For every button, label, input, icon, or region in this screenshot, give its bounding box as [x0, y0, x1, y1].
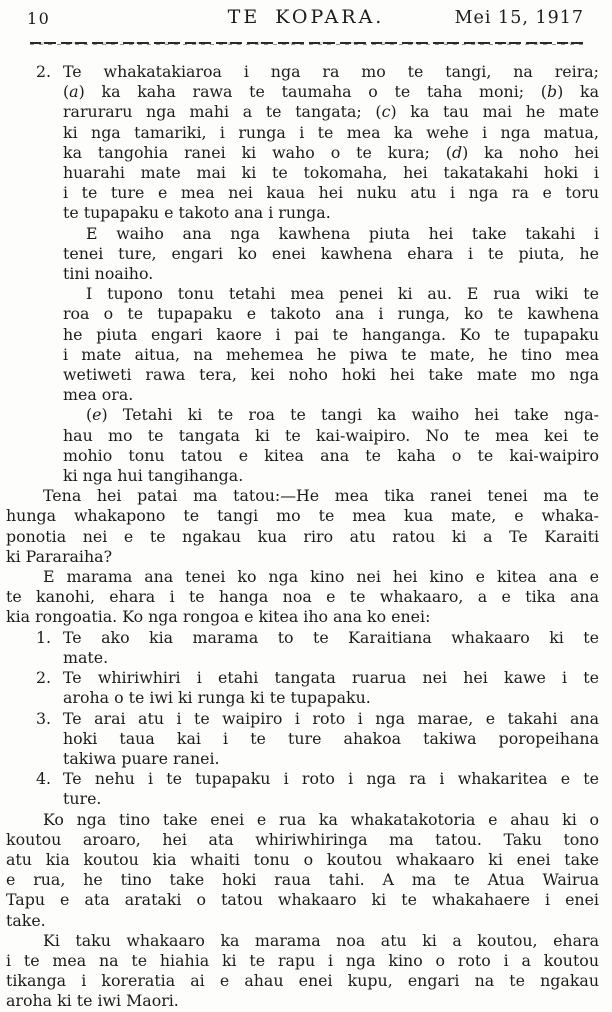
text-line: ki nga tamariki, i runga i te mea ka wehe i nga matua, [63, 122, 599, 142]
text-line: tenei ture, engari ko enei kawhena ehara i te piuta, he [63, 243, 599, 263]
text-line: (a) ka kaha rawa te taumaha o te taha moni; (b) ka [63, 82, 599, 102]
text-line: mea ora. [63, 385, 134, 405]
text-line: mate. [63, 647, 109, 667]
journal-title: TE KOPARA. [227, 6, 385, 28]
list-item [36, 769, 599, 809]
text-line: hau mo te tangata ki te kai-waipiro. No te mea kei te [63, 425, 599, 445]
text-line: ture. [63, 789, 102, 809]
text-line: te tupapaku e takoto ana i runga. [63, 203, 331, 223]
text-line: Ko nga tino take enei e rua ka whakatakotoria e ahau ki o [43, 809, 599, 829]
text-line: ki Pararaiha? [6, 546, 113, 566]
text-line: te kanohi, ehara i te hanga noa e te whakaaro, a e tika ana [6, 587, 599, 607]
page-header [0, 0, 612, 37]
text-line: roa o te tupapaku e takoto ana i runga, ko te kawhena [63, 304, 599, 324]
paragraph [6, 567, 599, 628]
text-line: Te arai atu i te waipiro i roto i nga marae, e takahi ana 3. [36, 708, 599, 728]
text-line: huarahi mate mai ki te tokomaha, hei takatakahi hoki i [63, 163, 599, 183]
sub-paragraph [63, 284, 599, 405]
sub-paragraph [63, 405, 599, 486]
text-line: i mate aitua, na mehemea he piwa te mate, he tino mea [63, 344, 599, 364]
text-line: E waiho ana nga kawhena piuta hei take takahi i [86, 223, 599, 243]
text-line: Te ako kia marama to te Karaitiana whakaaro ki te 1. [36, 627, 599, 647]
header-rule [30, 42, 585, 45]
text-line: Te whakatakiaroa i nga ra mo te tangi, na reira; 2. [36, 62, 599, 81]
text-line: Te nehu i te tupapaku i roto i nga ra i whakaritea e te 4. [36, 769, 599, 789]
text-line: Tapu e ata arataki o tatou whakaaro ki te whakahaere i enei [6, 890, 599, 910]
list-item [36, 708, 599, 770]
text-line: (e) Tetahi ki te roa te tangi ka waiho hei take nga- [86, 405, 599, 425]
text-line: kia rongoatia. Ko nga rongoa e kitea iho ana ko enei: [6, 607, 431, 627]
list-marker: 4. [36, 769, 52, 789]
text-line: takiwa puare ranei. [63, 748, 220, 768]
list-item [36, 627, 599, 668]
text-line: take. [6, 910, 46, 930]
text-line: he piuta engari kaore i pai te hanganga. Ko te tupapaku [63, 324, 599, 344]
text-line: hoki taua kai i te ture ahakoa takiwa poropeihana [63, 728, 599, 748]
list-marker: 1. [36, 627, 52, 647]
text-line: i te ture e mea nei kaua hei nuku atu i nga ra e toru [63, 183, 599, 203]
page-body [0, 62, 612, 1012]
text-line: tini noaiho. [63, 264, 154, 284]
text-line: i te mea na te hiahia ki te rapu i nga kino o roto i a koutou [6, 950, 599, 970]
text-line: ka tangohia ranei ki waho o te kura; (d) ka noho hei [63, 142, 599, 162]
text-line: hunga whakapono te tangi mo te mea kua mate, e whaka- [6, 506, 599, 526]
text-line: atu kia koutou kia whaiti tonu o koutou whakaaro ki enei take [6, 849, 599, 869]
sub-paragraph [63, 224, 599, 285]
paragraph [6, 931, 599, 1012]
text-line: aroha ki te iwi Maori. [6, 991, 179, 1011]
text-line: e rua, he tino take hoki raua tahi. A ma te Atua Wairua [6, 870, 599, 890]
text-line: ponotia nei e te ngakau kua riro atu ratou ki a Te Karaiti [6, 526, 599, 546]
text-line: Ki taku whakaaro ka marama noa atu ki a koutou, ehara [43, 930, 599, 950]
text-line: Te whiriwhiri i etahi tangata ruarua nei hei kawe i te 2. [36, 668, 599, 688]
text-line: E marama ana tenei ko nga kino nei hei kino e kitea ana e [43, 567, 599, 587]
issue-date: Mei 15, 1917 [454, 8, 584, 28]
list-marker: 2. [36, 668, 52, 688]
text-line: wetiweti rawa tera, kei noho hoki hei take mate mo nga [63, 365, 599, 385]
text-line: raruraru nga mahi a te tangata; (c) ka tau mai he mate [63, 102, 599, 122]
list-marker: 2. [36, 62, 52, 81]
text-line: ki nga hui tangihanga. [63, 466, 244, 486]
text-line: Tena hei patai ma tatou:—He mea tika ranei tenei ma te [43, 486, 599, 506]
text-line: koutou aroaro, hei ata whiriwhiringa ma tatou. Taku tono [6, 829, 599, 849]
page-number: 10 [27, 9, 51, 28]
text-line: mohio tonu tatou e kitea ana te kaha o te kai-waipiro [63, 445, 599, 465]
list-item [36, 668, 599, 708]
paragraph [6, 486, 599, 567]
list-item [36, 62, 599, 224]
text-line: tikanga i koreratia ai e ahau enei kupu, engari na te ngakau [6, 971, 599, 991]
list-marker: 3. [36, 708, 52, 728]
paragraph [6, 810, 599, 931]
text-line: I tupono tonu tetahi mea penei ki au. E rua wiki te [86, 284, 599, 304]
text-line: aroha o te iwi ki runga ki te tupapaku. [63, 688, 371, 708]
